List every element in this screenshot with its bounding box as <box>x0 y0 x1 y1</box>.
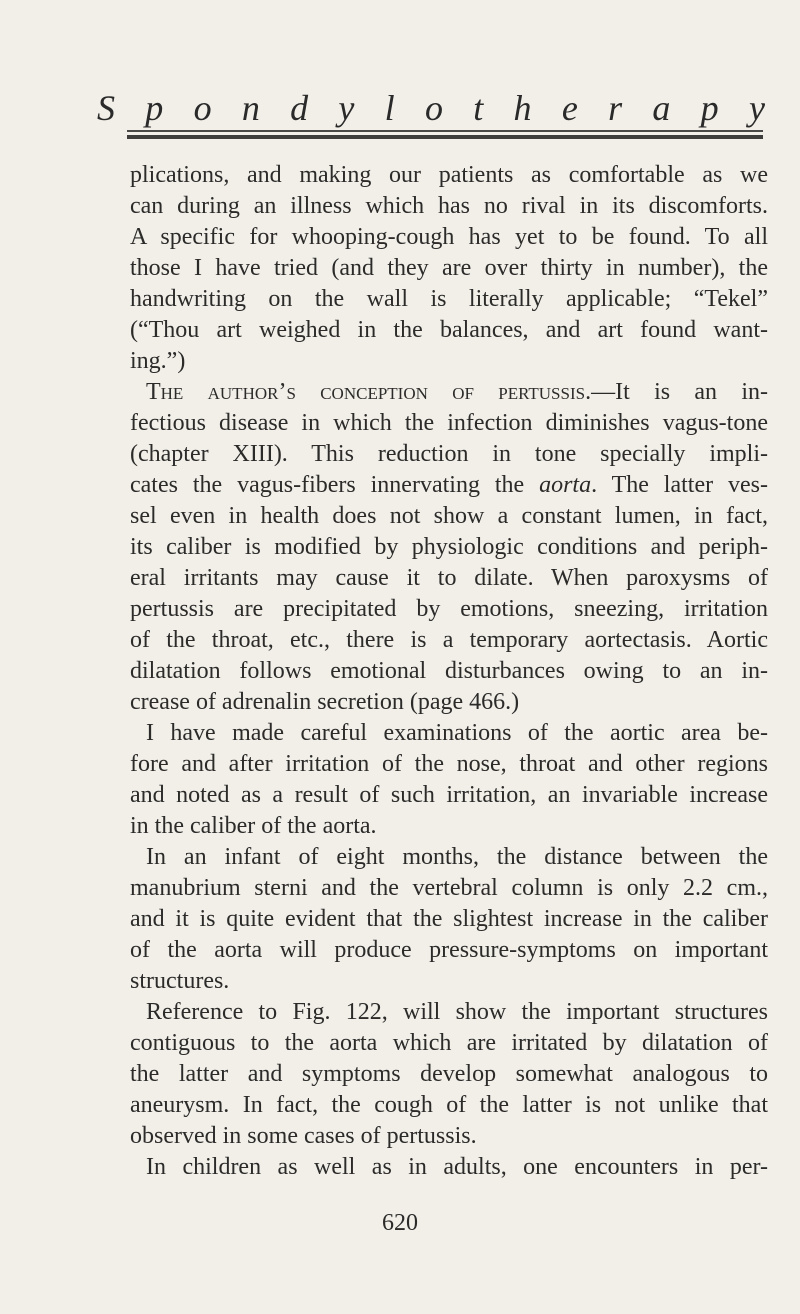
text-line: of the aorta will produce pressure-symptoms on important <box>130 937 768 963</box>
text-line: can during an illness which has no rival in its discomforts. <box>130 193 768 219</box>
header-letter: h <box>513 88 532 128</box>
header-letter: e <box>561 88 578 128</box>
paragraph-start-line: Reference to Fig. 122, will show the important structures <box>146 999 768 1025</box>
header-rule-thin <box>127 130 763 132</box>
text-line-with-italic <box>130 470 768 501</box>
text-line: (“Thou art weighed in the balances, and art found want- <box>130 317 768 343</box>
header-letter: o <box>424 88 443 128</box>
text-line: ing.”) <box>130 348 186 374</box>
text-line: the latter and symptoms develop somewhat analogous to <box>130 1061 768 1087</box>
text-line: plications, and making our patients as comfortable as we <box>130 162 768 188</box>
header-letter: S <box>97 88 115 128</box>
paragraph-start-line: I have made careful examinations of the aortic area be- <box>146 720 768 746</box>
text-line: and noted as a result of such irritation, an invariable increase <box>130 782 768 808</box>
text-line: crease of adrenalin secretion (page 466.) <box>130 689 520 715</box>
italic-term: aorta <box>539 472 592 498</box>
header-letter: t <box>473 88 484 128</box>
text-line: fore and after irritation of the nose, throat and other regions <box>130 751 768 777</box>
header-letter: o <box>193 88 212 128</box>
text-line: eral irritants may cause it to dilate. When paroxysms of <box>130 565 768 591</box>
header-letter: a <box>652 88 671 128</box>
paragraph-start-line: In children as well as in adults, one encounters in per- <box>146 1154 768 1180</box>
text-line: fectious disease in which the infection diminishes vagus-tone <box>130 410 768 436</box>
text-line: in the caliber of the aorta. <box>130 813 377 839</box>
header-letter: n <box>241 88 260 128</box>
text-line: handwriting on the wall is literally applicable; “Tekel” <box>130 286 768 312</box>
section-heading-line <box>130 377 768 408</box>
text-line: its caliber is modified by physiologic conditions and periph- <box>130 534 768 560</box>
header-letter: y <box>748 88 765 128</box>
section-heading: The author’s conception of pertussis. <box>146 379 592 405</box>
paragraph-start-line: In an infant of eight months, the distance between the <box>146 844 768 870</box>
text-line: aneurysm. In fact, the cough of the latter is not unlike that <box>130 1092 768 1118</box>
header-letter: p <box>700 88 719 128</box>
running-header-title <box>97 74 765 126</box>
header-rule-thick <box>127 135 763 139</box>
header-letter: y <box>338 88 355 128</box>
text-line: observed in some cases of pertussis. <box>130 1123 477 1149</box>
text-line: (chapter XIII). This reduction in tone specially impli- <box>130 441 768 467</box>
text-line: contiguous to the aorta which are irritated by dilatation of <box>130 1030 768 1056</box>
header-letter: r <box>608 88 623 128</box>
page-number: 620 <box>382 1210 418 1236</box>
text-line: dilatation follows emotional disturbances owing to an in- <box>130 658 768 684</box>
text-line: structures. <box>130 968 230 994</box>
text-line: those I have tried (and they are over thirty in number), the <box>130 255 768 281</box>
text-segment: cates the vagus-fibers innervating the <box>130 472 540 498</box>
text-line: sel even in health does not show a constant lumen, in fact, <box>130 503 768 529</box>
header-letter: d <box>290 88 309 128</box>
section-heading-continuation: —It is an in- <box>591 379 769 405</box>
text-segment: . The latter ves- <box>591 472 768 498</box>
text-line: of the throat, etc., there is a temporary aortectasis. Aortic <box>130 627 768 653</box>
header-letter: l <box>384 88 395 128</box>
text-line: A specific for whooping-cough has yet to be found. To all <box>130 224 768 250</box>
header-letter: p <box>145 88 164 128</box>
text-line: pertussis are precipitated by emotions, sneezing, irritation <box>130 596 768 622</box>
text-line: and it is quite evident that the slightest increase in the caliber <box>130 906 768 932</box>
text-line: manubrium sterni and the vertebral column is only 2.2 cm., <box>130 875 768 901</box>
body-text <box>130 160 768 1183</box>
